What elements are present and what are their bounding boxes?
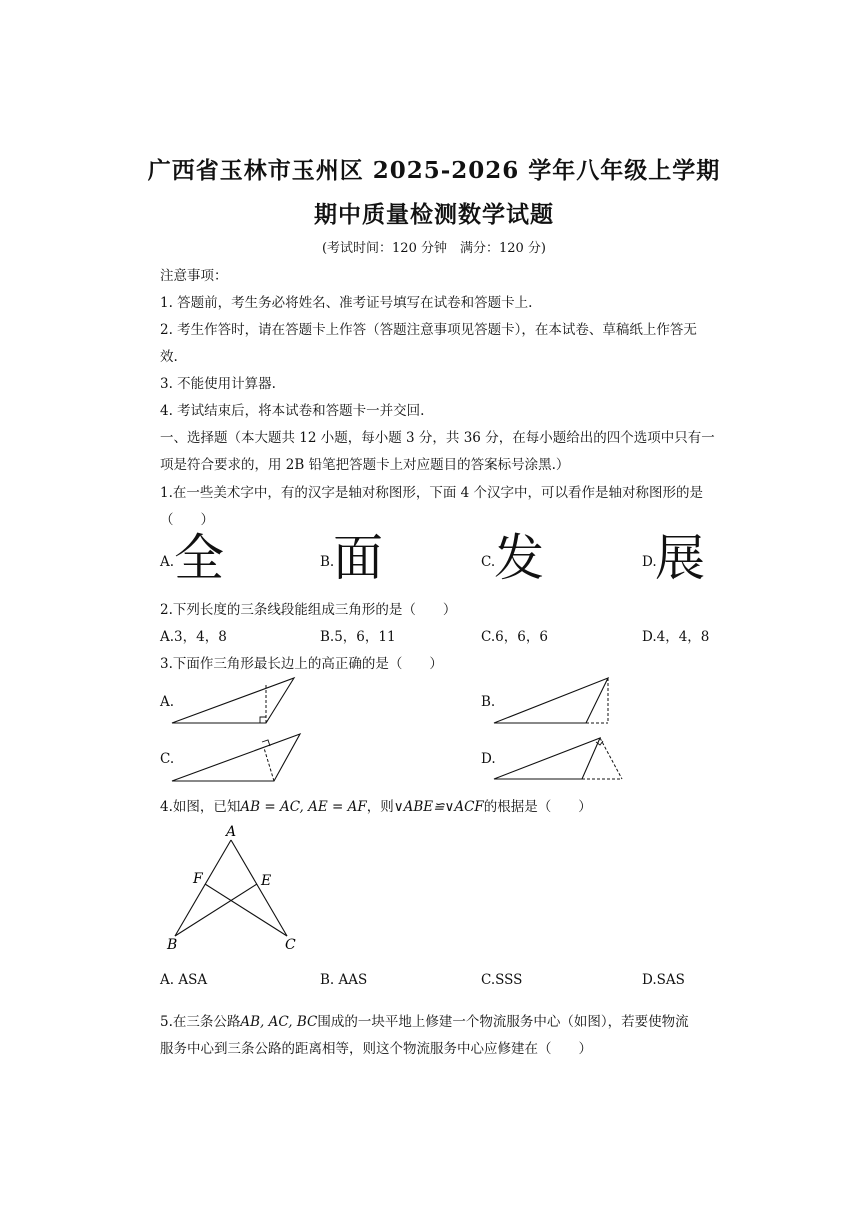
page-title: 广西省玉林市玉州区 2025-2026 学年八年级上学期 xyxy=(147,157,721,184)
note-item: 1. 答题前，考生务必将姓名、准考证号填写在试卷和答题卡上. xyxy=(160,295,533,311)
q3-option-d-label: D. xyxy=(481,751,496,767)
q1-option-c-label: C. xyxy=(481,554,496,570)
q4-label-e: E xyxy=(261,873,272,889)
note-item: 4. 考试结束后，将本试卷和答题卡一并交回. xyxy=(160,403,425,419)
q2-option-d: D.4，4，8 xyxy=(642,629,710,645)
q4-option-c: C.SSS xyxy=(481,972,523,988)
q1-option-b-glyph: 面 xyxy=(333,529,383,587)
q1-option-a-label: A. xyxy=(160,554,175,570)
q3-option-d-triangle xyxy=(492,734,627,782)
q4-figure xyxy=(165,822,310,957)
note-item: 3. 不能使用计算器. xyxy=(160,376,276,392)
question-5-stem-cont: 服务中心到三条公路的距离相等，则这个物流服务中心应修建在（ ） xyxy=(160,1041,592,1057)
q2-option-c: C.6，6，6 xyxy=(481,629,548,645)
q4-label-a: A xyxy=(226,824,237,840)
section-heading: 一、选择题（本大题共 12 小题，每小题 3 分，共 36 分，在每小题给出的四个选项中只有一 xyxy=(160,430,715,446)
q1-option-d-label: D. xyxy=(642,554,657,570)
note-item: 2. 考生作答时，请在答题卡上作答（答题注意事项见答题卡），在本试卷、草稿纸上作答无 xyxy=(160,322,697,338)
q5-line1-math: AB, AC, BC xyxy=(240,1014,318,1030)
exam-info: (考试时间：120 分钟 满分：120 分) xyxy=(321,241,547,256)
q5-line1-pre: 5.在三条公路 xyxy=(160,1014,241,1030)
q4-stem-math2: ∨ABE≌∨ACF xyxy=(393,799,484,815)
q4-option-a: A. ASA xyxy=(160,972,208,988)
q3-option-b-triangle xyxy=(492,676,617,726)
q5-line1-post: 围成的一块平地上修建一个物流服务中心（如图），若要使物流 xyxy=(317,1014,689,1030)
page-subtitle: 期中质量检测数学试题 xyxy=(314,201,554,228)
question-3-stem: 3.下面作三角形最长边上的高正确的是（ ） xyxy=(160,656,443,672)
q4-stem-pre: 4.如图，已知 xyxy=(160,799,241,815)
q4-label-c: C xyxy=(285,937,296,953)
q3-option-a-label: A. xyxy=(160,694,175,710)
note-item: 效. xyxy=(160,349,178,365)
q4-option-d: D.SAS xyxy=(642,972,685,988)
q1-option-c-glyph: 发 xyxy=(494,529,544,587)
q4-stem-mid: ，则 xyxy=(366,799,394,815)
q4-option-b: B. AAS xyxy=(320,972,368,988)
question-5-stem xyxy=(160,1010,689,1030)
q1-option-b-label: B. xyxy=(320,554,335,570)
q4-label-b: B xyxy=(167,937,178,953)
section-heading-cont: 项是符合要求的，用 2B 铅笔把答题卡上对应题目的答案标号涂黑.） xyxy=(160,457,570,473)
q3-option-c-label: C. xyxy=(160,751,175,767)
q4-stem-math: AB = AC, AE = AF xyxy=(240,799,367,815)
question-2-stem: 2.下列长度的三条线段能组成三角形的是（ ） xyxy=(160,602,457,618)
q3-option-c-triangle xyxy=(170,732,305,784)
notes-heading: 注意事项： xyxy=(160,268,228,284)
q2-option-b: B.5，6，11 xyxy=(320,629,396,645)
q4-label-f: F xyxy=(193,871,203,887)
q1-option-a-glyph: 全 xyxy=(174,529,224,587)
q4-stem-post: 的根据是（ ） xyxy=(483,799,592,815)
question-1-paren: （ ） xyxy=(160,512,214,528)
q3-option-a-triangle xyxy=(170,676,300,726)
question-4-stem xyxy=(160,795,592,815)
q3-option-b-label: B. xyxy=(481,694,496,710)
q1-option-d-glyph: 展 xyxy=(655,529,705,587)
question-1-stem: 1.在一些美术字中，有的汉字是轴对称图形，下面 4 个汉字中，可以看作是轴对称图形的是 xyxy=(160,485,704,501)
q2-option-a: A.3，4，8 xyxy=(160,629,227,645)
